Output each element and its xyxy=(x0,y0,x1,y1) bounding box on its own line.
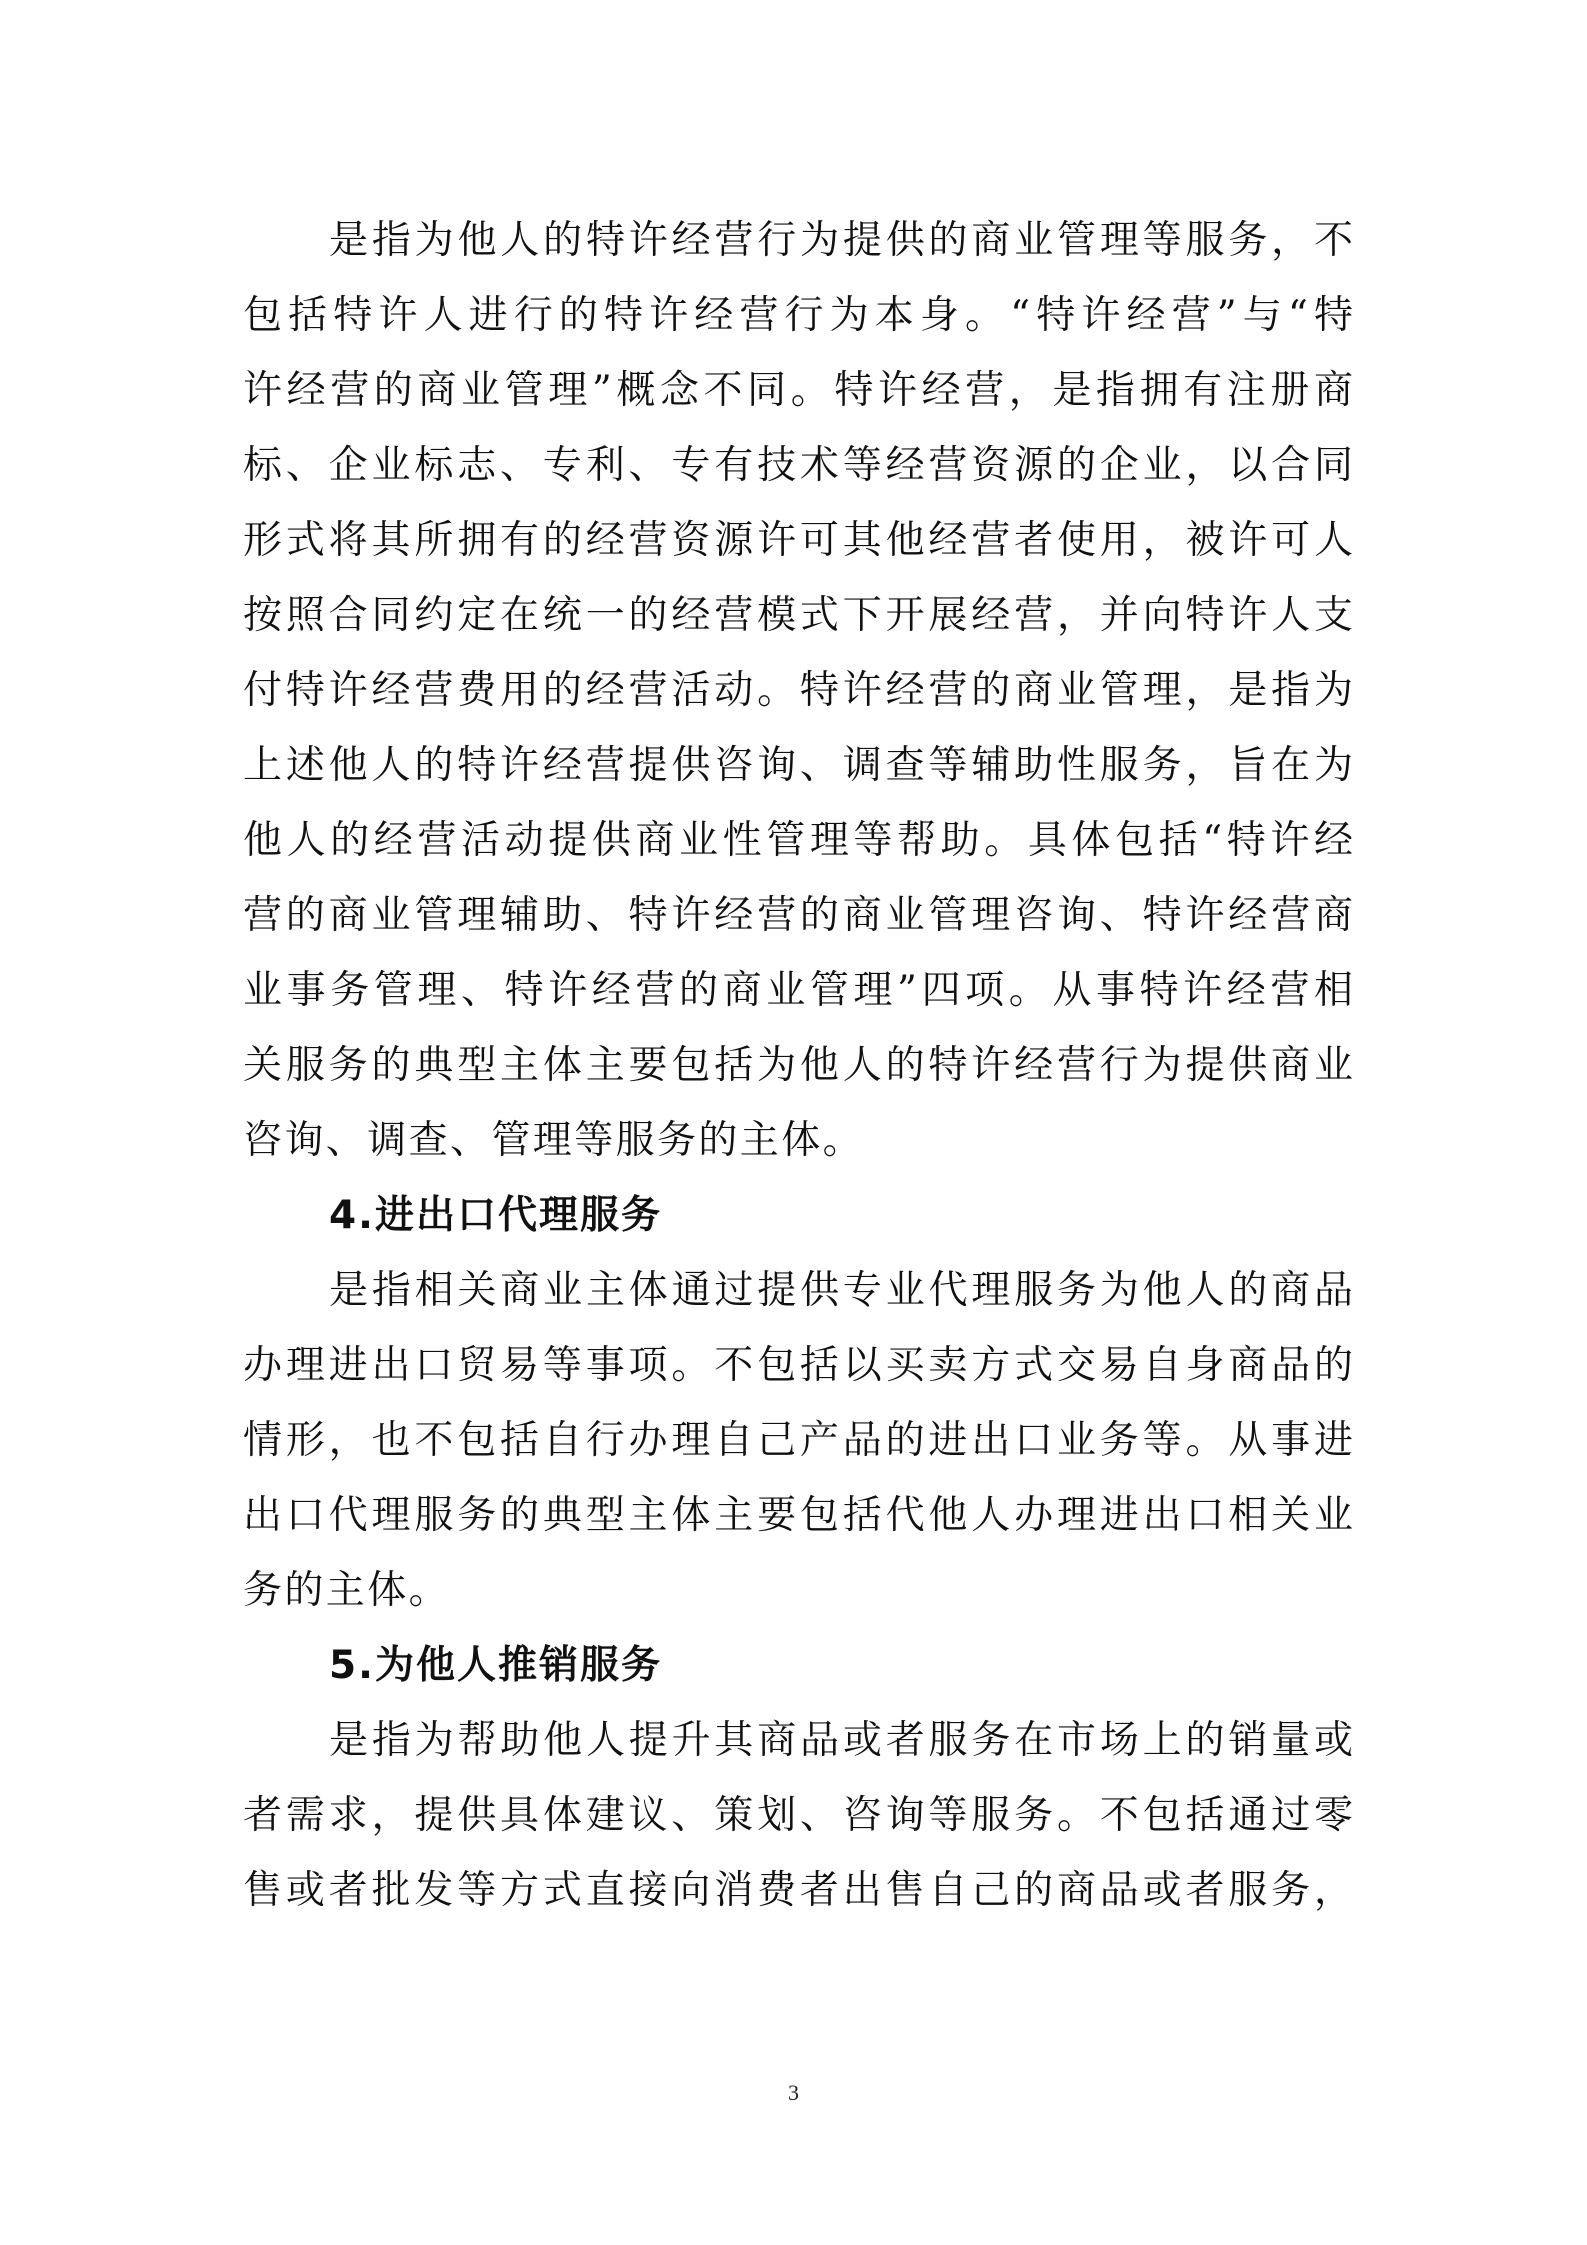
section-heading: 4.进出口代理服务 xyxy=(329,1193,662,1238)
paragraph-line: 营的商业管理辅助、特许经营的商业管理咨询、特许经营商 xyxy=(243,893,1353,938)
paragraph-line: 务的主体。 xyxy=(243,1568,451,1613)
paragraph-line: 关服务的典型主体主要包括为他人的特许经营行为提供商业 xyxy=(243,1043,1353,1088)
paragraph-line: 者需求，提供具体建议、策划、咨询等服务。不包括通过零 xyxy=(243,1793,1353,1838)
page-number: 3 xyxy=(788,2080,799,2105)
paragraph-line: 标、企业标志、专利、专有技术等经营资源的企业，以合同 xyxy=(243,443,1353,488)
paragraph-line: 是指为帮助他人提升其商品或者服务在市场上的销量或 xyxy=(329,1718,1353,1763)
section-heading: 5.为他人推销服务 xyxy=(329,1643,662,1688)
paragraph-line: 是指相关商业主体通过提供专业代理服务为他人的商品 xyxy=(329,1268,1353,1313)
paragraph-line: 形式将其所拥有的经营资源许可其他经营者使用，被许可人 xyxy=(243,518,1353,563)
paragraph-line: 按照合同约定在统一的经营模式下开展经营，并向特许人支 xyxy=(243,593,1353,638)
paragraph-line: 情形，也不包括自行办理自己产品的进出口业务等。从事进 xyxy=(243,1418,1353,1463)
paragraph-line: 包括特许人进行的特许经营行为本身。“特许经营”与“特 xyxy=(243,293,1353,338)
paragraph-line: 是指为他人的特许经营行为提供的商业管理等服务，不 xyxy=(329,218,1353,263)
paragraph-line: 出口代理服务的典型主体主要包括代他人办理进出口相关业 xyxy=(243,1493,1353,1538)
document-body xyxy=(243,203,1353,1928)
paragraph-line: 业事务管理、特许经营的商业管理”四项。从事特许经营相 xyxy=(243,968,1353,1013)
paragraph-line: 付特许经营费用的经营活动。特许经营的商业管理，是指为 xyxy=(243,668,1353,713)
paragraph-line: 他人的经营活动提供商业性管理等帮助。具体包括“特许经 xyxy=(243,818,1353,863)
paragraph-line: 办理进出口贸易等事项。不包括以买卖方式交易自身商品的 xyxy=(243,1343,1353,1388)
paragraph-line: 咨询、调查、管理等服务的主体。 xyxy=(243,1118,865,1163)
paragraph-line: 售或者批发等方式直接向消费者出售自己的商品或者服务， xyxy=(243,1868,1353,1913)
paragraph-line: 上述他人的特许经营提供咨询、调查等辅助性服务，旨在为 xyxy=(243,743,1353,788)
paragraph-line: 许经营的商业管理”概念不同。特许经营，是指拥有注册商 xyxy=(243,368,1353,413)
